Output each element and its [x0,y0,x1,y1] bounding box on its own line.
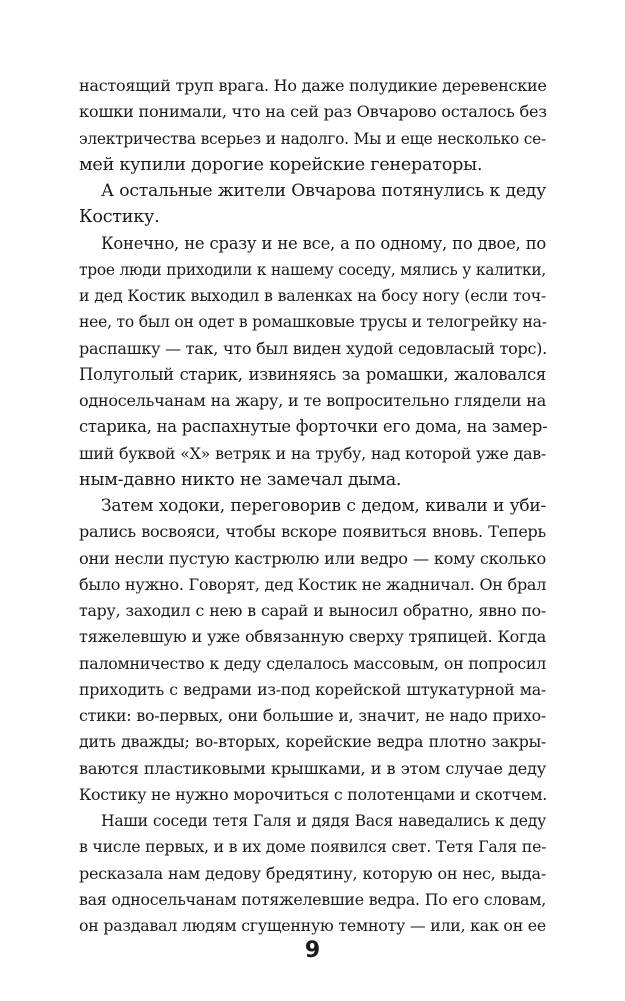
text-line: старика, на распахнутые форточки его дома, на замер- [79,417,548,437]
text-line: трое люди приходили к нашему соседу, мялись у калитки, [79,260,546,279]
text-line: распашку — так, что был виден худой седовласый торс). [79,338,547,358]
paragraph-first-line: Наши соседи тетя Галя и дядя Вася наведались к деду [101,812,546,830]
text-line: ресказала нам дедову бредятину, которую он нес, выда- [79,863,546,883]
text-line: ший буквой «Х» ветряк и на трубу, над которой уже дав- [79,443,546,463]
text-line: они несли пустую кастрюлю или ведро — кому сколько [79,548,546,568]
paragraph-first-line: Конечно, не сразу и не все, а по одному, по двое, по [101,233,546,253]
text-line: паломничество к деду сделалось массовым, он попросил [79,653,546,673]
text-line: тару, заходил с нею в сарай и выносил обратно, явно по- [79,601,546,620]
text-line: электричества всерьез и надолго. Мы и еще несколько се- [79,129,546,148]
text-line: ным-давно никто не замечал дыма. [79,469,402,490]
text-line: Костику не нужно морочиться с полотенцами и скотчем. [79,784,548,804]
text-line: нее, то был он одет в ромашковые трусы и телогрейку на- [79,313,547,332]
text-line: приходить с ведрами из-под корейской штукатурной ма- [79,679,546,699]
paragraph-first-line: А остальные жители Овчарова потянулись к деду [101,181,546,201]
text-line: Полуголый старик, извиняясь за ромашки, жаловался [79,364,546,384]
text-line: вая односельчанам потяжелевшие ведра. По его словам, [79,889,546,909]
text-line: тяжелевшую и уже обвязанную сверху тряпицей. Когда [79,627,546,647]
page-number: 9 [304,938,321,963]
text-line: стики: во-первых, они большие и, значит, не надо прихо- [79,706,546,725]
text-line: настоящий труп врага. Но даже полудикие деревенские [79,76,547,95]
text-line: односельчанам на жару, и те вопросительно глядели на [79,391,546,410]
text-line: он раздавал людям сгущенную темноту — или, как он ее [79,916,546,935]
text-line: в числе первых, и в их доме появился свет. Тетя Галя пе- [79,837,547,857]
text-line: дить дважды; во-вторых, корейские ведра плотно закры- [79,732,546,752]
paragraph-first-line: Затем ходоки, переговорив с дедом, кивали и уби- [101,496,546,516]
text-line: рались восвояси, чтобы вскоре появиться вновь. Теперь [79,522,546,542]
text-line: Костику. [79,207,160,228]
text-line: кошки понимали, что на сей раз Овчарово осталось без [79,102,547,122]
text-line: было нужно. Говорят, дед Костик не жадничал. Он брал [79,574,547,594]
text-line: и дед Костик выходил в валенках на босу ногу (если точ- [79,286,546,305]
text-line: мей купили дорогие корейские генераторы. [79,154,483,175]
text-line: ваются пластиковыми крышками, и в этом случае деду [79,758,546,778]
